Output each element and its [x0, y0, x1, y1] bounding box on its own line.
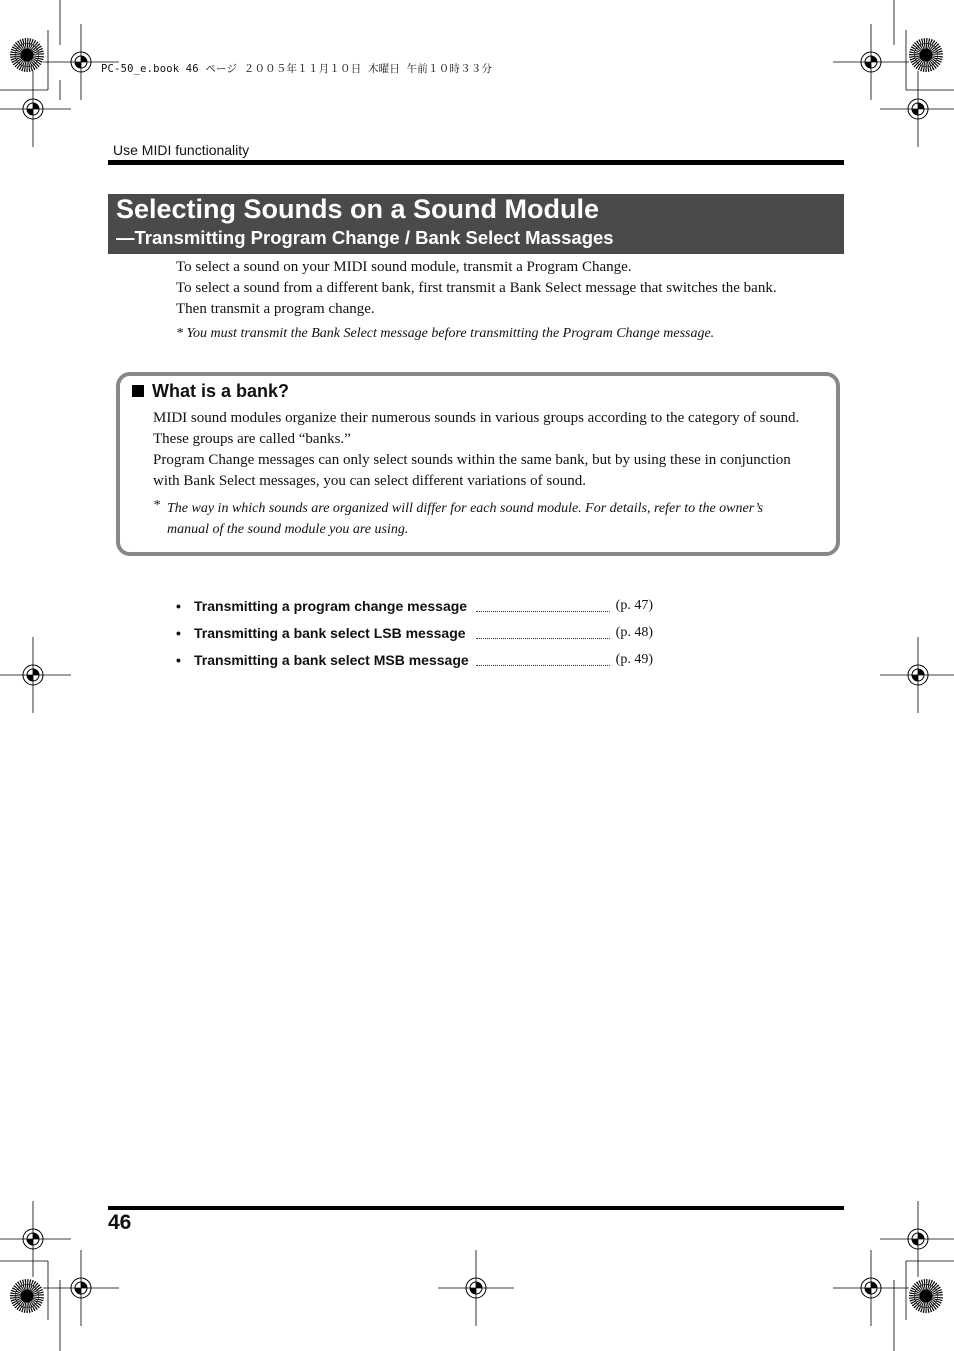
registration-target-icon: [880, 1201, 954, 1277]
intro-line: To select a sound on your MIDI sound module, transmit a Program Change.: [176, 259, 632, 275]
page-number: 46: [108, 1211, 132, 1234]
intro-line: To select a sound from a different bank, first transmit a Bank Select message that switches the bank.: [176, 280, 777, 296]
dot-leader: [476, 665, 610, 666]
running-header: Use MIDI functionality: [113, 142, 250, 158]
bullet: •: [176, 652, 181, 668]
registration-target-icon: [880, 71, 954, 147]
registration-target-icon: [833, 1250, 909, 1326]
bank-heading: [132, 381, 289, 402]
intro-line: Then transmit a program change.: [176, 301, 375, 317]
registration-target-icon: [0, 1201, 71, 1277]
bank-paragraph: Program Change messages can only select sounds within the same bank, but by using these in conjunction with Bank Select messages, you can select different variations of sound.: [153, 452, 791, 489]
bank-body: [153, 408, 813, 492]
bank-heading-text: What is a bank?: [152, 381, 290, 401]
page-title: Selecting Sounds on a Sound Module: [116, 194, 600, 224]
link-label[interactable]: Transmitting a bank select LSB message: [194, 625, 466, 641]
title-banner: [108, 194, 844, 254]
square-bullet-icon: [132, 385, 144, 397]
bank-paragraph: MIDI sound modules organize their numerous sounds in various groups according to the category of sound. These groups are called “banks.”: [153, 410, 800, 447]
link-page-ref[interactable]: (p. 47): [612, 598, 653, 614]
dot-leader: [476, 611, 610, 612]
color-wheel-icon: [10, 38, 44, 72]
registration-target-icon: [0, 637, 71, 713]
print-info: PC-50_e.book 46 ページ ２００５年１１月１０日 木曜日 午前１０時３３分: [101, 63, 493, 75]
link-label[interactable]: Transmitting a program change message: [194, 598, 468, 614]
bank-note-asterisk: *: [153, 498, 160, 513]
link-program-change[interactable]: [176, 598, 656, 618]
color-wheel-icon: [10, 1279, 44, 1313]
color-wheel-icon: [909, 1279, 943, 1313]
page-subtitle: —Transmitting Program Change / Bank Select Massages: [116, 227, 614, 248]
bullet: •: [176, 598, 181, 614]
link-page-ref[interactable]: (p. 48): [612, 625, 653, 641]
header-rule: [108, 160, 844, 165]
link-bank-select-lsb[interactable]: [176, 625, 656, 645]
bank-note: The way in which sounds are organized will differ for each sound module. For details, refer to the owner’s manual of the sound module you are using.: [167, 501, 764, 537]
bullet: •: [176, 625, 181, 641]
registration-target-icon: [833, 24, 909, 100]
link-bank-select-msb[interactable]: [176, 652, 656, 672]
dot-leader: [476, 638, 610, 639]
registration-target-icon: [438, 1250, 514, 1326]
link-label[interactable]: Transmitting a bank select MSB message: [194, 652, 469, 668]
registration-target-icon: [880, 637, 954, 713]
link-page-ref[interactable]: (p. 49): [612, 652, 653, 668]
registration-target-icon: [43, 1250, 119, 1326]
intro-note: * You must transmit the Bank Select message before transmitting the Program Change message.: [176, 326, 715, 341]
intro-text: [176, 257, 816, 320]
color-wheel-icon: [909, 38, 943, 72]
footer-rule: [108, 1206, 844, 1210]
